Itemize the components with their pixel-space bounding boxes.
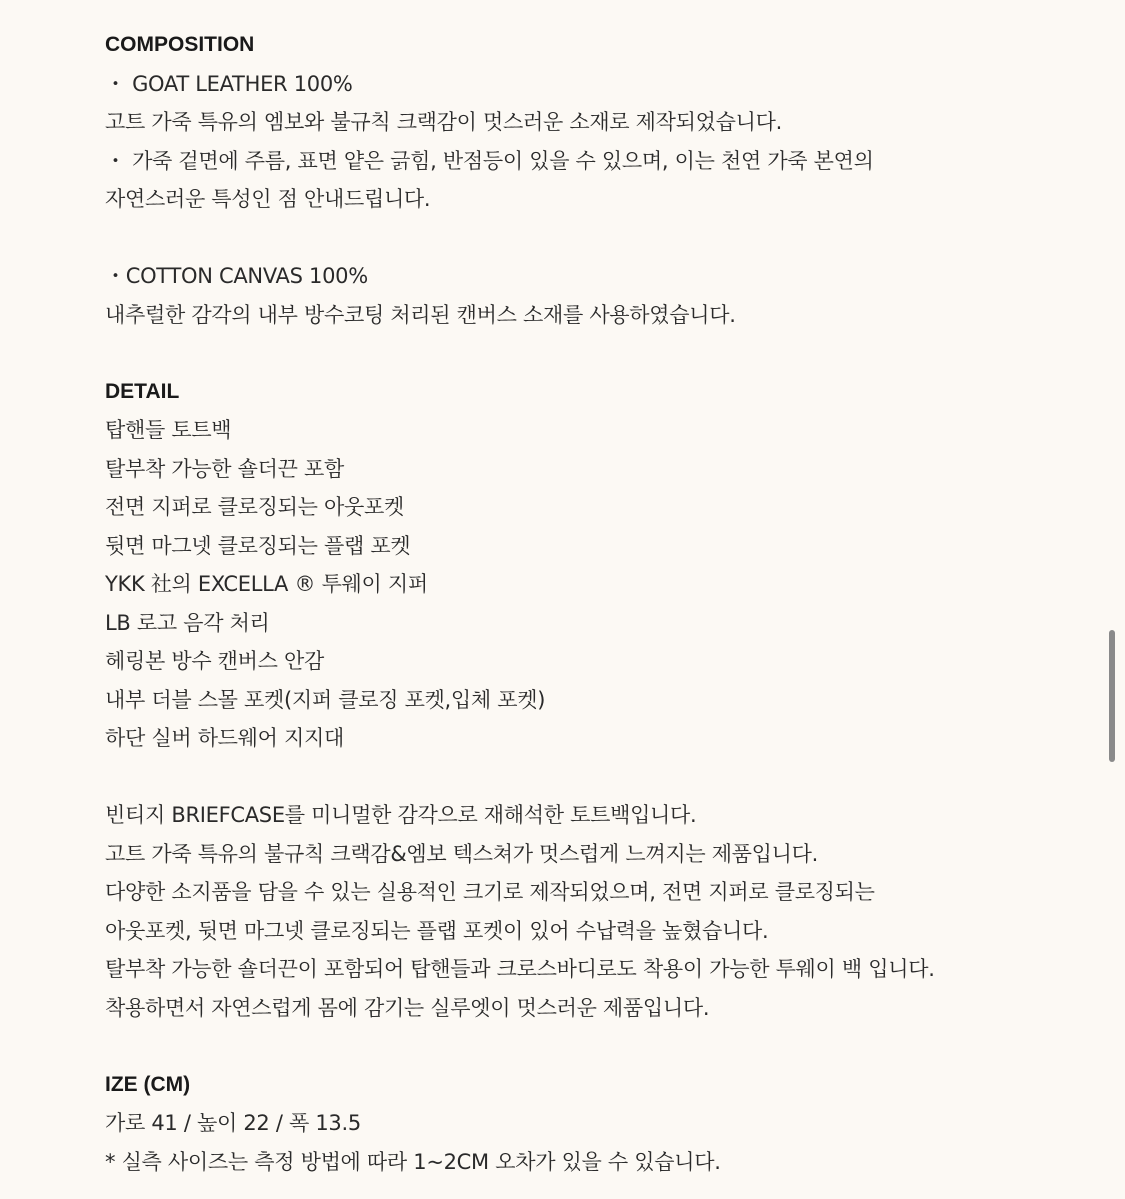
- detail-item: 하단 실버 하드웨어 지지대: [105, 726, 344, 750]
- description-section: [105, 796, 1085, 1027]
- composition-heading: COMPOSITION: [105, 33, 255, 56]
- description-line: 아웃포켓, 뒷면 마그넷 클로징되는 플랩 포켓이 있어 수납력을 높혔습니다.: [105, 918, 769, 943]
- size-section: [105, 1066, 1085, 1182]
- size-note: * 실측 사이즈는 측정 방법에 따라 1~2CM 오차가 있을 수 있습니다.: [105, 1149, 721, 1174]
- detail-item: 뒷면 마그넷 클로징되는 플랩 포켓: [105, 533, 411, 558]
- spacer: [105, 758, 1085, 797]
- description-line: 착용하면서 자연스럽게 몸에 감기는 실루엣이 멋스러운 제품입니다.: [105, 995, 710, 1020]
- vertical-scrollbar[interactable]: [1109, 630, 1115, 762]
- description-line: 고트 가죽 특유의 불규칙 크랙감&엠보 텍스쳐가 멋스럽게 느껴지는 제품입니다.: [105, 841, 819, 866]
- detail-item: 헤링본 방수 캔버스 안감: [105, 649, 324, 673]
- composition-line: 고트 가죽 특유의 엠보와 불규칙 크랙감이 멋스러운 소재로 제작되었습니다.: [105, 110, 782, 134]
- size-dimensions: 가로 41 / 높이 22 / 폭 13.5: [105, 1111, 361, 1135]
- detail-item: YKK 社의 EXCELLA ® 투웨이 지퍼: [105, 572, 428, 596]
- composition-line: 자연스러운 특성인 점 안내드립니다.: [105, 187, 431, 211]
- composition-line: ・ 가죽 겉면에 주름, 표면 얕은 긁힘, 반점등이 있을 수 있으며, 이는 천연 가죽 본연의: [105, 148, 874, 173]
- description-line: 다양한 소지품을 담을 수 있는 실용적인 크기로 제작되었으며, 전면 지퍼로 클로징되는: [105, 880, 875, 904]
- detail-item: 탈부착 가능한 숄더끈 포함: [105, 456, 344, 481]
- product-info-document: [105, 26, 1085, 1181]
- detail-heading: DETAIL: [105, 379, 180, 403]
- detail-item: 전면 지퍼로 클로징되는 아웃포켓: [105, 495, 404, 519]
- spacer: [105, 334, 1085, 373]
- detail-item: 탑핸들 토트백: [105, 418, 232, 442]
- detail-item: LB 로고 음각 처리: [105, 610, 270, 635]
- composition-line: ・ GOAT LEATHER 100%: [105, 71, 353, 96]
- detail-section: [105, 373, 1085, 758]
- description-line: 탈부착 가능한 숄더끈이 포함되어 탑핸들과 크로스바디로도 착용이 가능한 투웨이 백 입니다.: [105, 957, 935, 981]
- spacer: [105, 219, 1085, 258]
- size-heading: IZE (CM): [105, 1072, 191, 1096]
- composition-section: [105, 26, 1085, 334]
- description-line: 빈티지 BRIEFCASE를 미니멀한 감각으로 재해석한 토트백입니다.: [105, 803, 697, 827]
- spacer: [105, 1027, 1085, 1066]
- composition-line: 내추럴한 감각의 내부 방수코팅 처리된 캔버스 소재를 사용하였습니다.: [105, 302, 736, 327]
- composition-line: ・COTTON CANVAS 100%: [105, 264, 368, 288]
- detail-item: 내부 더블 스몰 포켓(지퍼 클로징 포켓,입체 포켓): [105, 687, 546, 712]
